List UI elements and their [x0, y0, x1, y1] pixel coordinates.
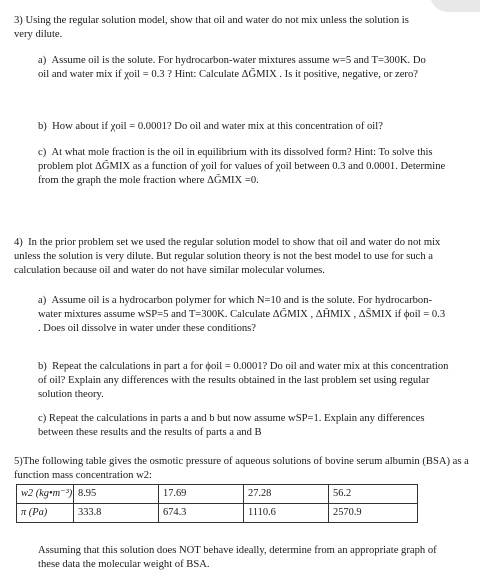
problem-3b: b) How about if χoil = 0.0001? Do oil and water mix at this concentration of oil?: [38, 121, 383, 132]
w2-cell: 8.95: [74, 485, 159, 504]
problem-4b: b) Repeat the calculations in part a for ϕoil = 0.0001? Do oil and water mix at this concentration of oil? Explain any differences with the results obtained in the last problem set using regular solution theory.: [38, 361, 449, 400]
problem-3a: a) Assume oil is the solute. For hydrocarbon-water mixtures assume w=5 and T=300K. Do oil and water mix if χoil = 0.3 ? Hint: Calculate ΔG̃MIX . Is it positive, negative, or zero?: [38, 55, 426, 80]
w2-cell: 17.69: [159, 485, 244, 504]
pi-cell: 333.8: [74, 504, 159, 523]
problem-4-intro: 4) In the prior problem set we used the regular solution model to show that oil and water do not mix unless the solution is very dilute. But regular solution theory is not the best model to use for such a calculation because oil and water do not have similar molecular volumes.: [14, 237, 441, 276]
pi-cell: 674.3: [159, 504, 244, 523]
problem-5-intro: 5)The following table gives the osmotic pressure of aqueous solutions of bovine serum albumin (BSA) as a function mass concentration w2:: [14, 456, 469, 481]
problem-4a: a) Assume oil is a hydrocarbon polymer for which N=10 and is the solute. For hydrocarbon-water mixtures assume wSP=5 and T=300K. Calculate ΔG̃MIX , ΔH̃MIX , ΔS̃MIX if ϕoil = 0.3 . Does oil dissolve in water under these conditions?: [38, 295, 446, 334]
w2-cell: 27.28: [244, 485, 329, 504]
pi-cell: 1110.6: [244, 504, 329, 523]
pi-cell: 2570.9: [329, 504, 418, 523]
problem-4c: c) Repeat the calculations in parts a and b but now assume wSP=1. Explain any differences between these results and the results of parts a and B: [38, 413, 425, 438]
problem-5-outro: Assuming that this solution does NOT behave ideally, determine from an appropriate graph of these data the molecular weight of BSA.: [38, 545, 437, 570]
row-label-w2: w2 (kg•m⁻³): [17, 485, 74, 504]
table-row-pi: [17, 504, 418, 523]
row-label-pi: π (Pa): [17, 504, 74, 523]
table-row-w2: [17, 485, 418, 504]
problem-3c: c) At what mole fraction is the oil in equilibrium with its dissolved form? Hint: To solve this problem plot ΔG̃MIX as a function of χoil for values of χoil between 0.3 and 0.0001. Determine from the graph the mole fraction where ΔG̃MIX =0.: [38, 147, 446, 186]
w2-cell: 56.2: [329, 485, 418, 504]
corner-tab: [430, 0, 480, 12]
osmotic-pressure-table: [16, 484, 418, 523]
problem-3-intro: 3) Using the regular solution model, show that oil and water do not mix unless the solution is very dilute.: [14, 15, 409, 40]
